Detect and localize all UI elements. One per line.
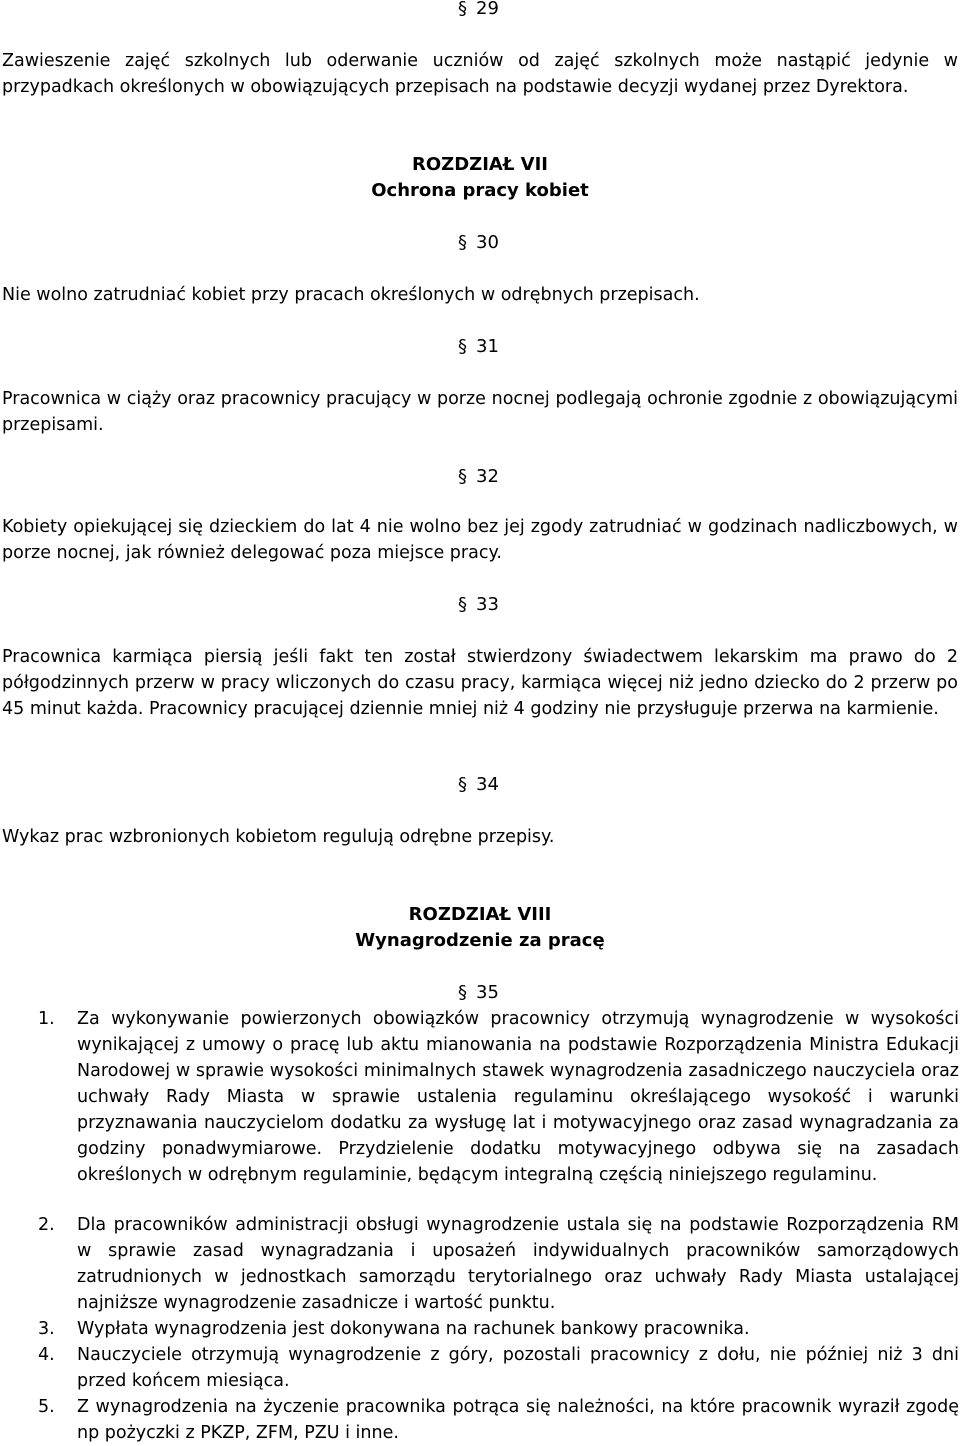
list-item-text: Wypłata wynagrodzenia jest dokonywana na rachunek bankowy pracownika.	[77, 1319, 750, 1339]
section-heading-35	[458, 980, 499, 1006]
list-item	[2, 1316, 958, 1342]
list-item	[2, 1212, 958, 1316]
section-number: 30	[476, 232, 499, 253]
section-sign: §	[458, 594, 467, 615]
section-heading-32	[458, 464, 499, 490]
section-number: 31	[476, 336, 499, 357]
section-heading-30	[458, 230, 499, 256]
section-sign: §	[458, 774, 467, 795]
list-item-text: Dla pracowników administracji obsługi wynagrodzenie ustala się na podstawie Rozporządzenia RM w sprawie zasad wynagradzania i uposażeń indywidualnych pracowników samorządowych zatrudnionych w jednostkach samorządu terytorialnego oraz uchwały Rady Miasta ustalającej najniższe wynagrodzenie zasadnicze i wartość punktu.	[77, 1215, 959, 1313]
section-heading-34	[458, 772, 499, 798]
section-number: 33	[476, 594, 499, 615]
list-item-number: 5.	[38, 1397, 55, 1417]
list-item-number: 1.	[38, 1009, 55, 1029]
list-item-text: Z wynagrodzenia na życzenie pracownika potrąca się należności, na które pracownik wyraził zgodę np pożyczki z PKZP, ZFM, PZU i inne.	[77, 1397, 959, 1443]
section-sign: §	[458, 0, 467, 19]
list-item	[2, 1342, 958, 1394]
section-heading-29	[458, 0, 499, 22]
section-number: 29	[476, 0, 499, 19]
chapter-label-viii: ROZDZIAŁ VIII	[408, 904, 552, 925]
paragraph-31: Pracownica w ciąży oraz pracownicy pracujący w porze nocnej podlegają ochronie zgodnie z obowiązującymi przepisami.	[2, 389, 958, 435]
paragraph-30: Nie wolno zatrudniać kobiet przy pracach określonych w odrębnych przepisach.	[2, 285, 700, 305]
chapter-title-viii: Wynagrodzenie za pracę	[355, 930, 605, 951]
list-item-text: Nauczyciele otrzymują wynagrodzenie z góry, pozostali pracownicy z dołu, nie później niż 3 dni przed końcem miesiąca.	[77, 1345, 959, 1391]
paragraph-29: Zawieszenie zajęć szkolnych lub oderwanie uczniów od zajęć szkolnych może nastąpić jedynie w przypadkach określonych w obowiązujących przepisach na podstawie decyzji wydanej przez Dyrektora.	[2, 51, 958, 97]
section-number: 35	[476, 982, 499, 1003]
section-sign: §	[458, 982, 467, 1003]
section-sign: §	[458, 232, 467, 253]
list-item	[2, 1394, 958, 1446]
chapter-label-vii: ROZDZIAŁ VII	[412, 154, 548, 175]
section-sign: §	[458, 336, 467, 357]
paragraph-32: Kobiety opiekującej się dzieckiem do lat 4 nie wolno bez jej zgody zatrudniać w godzinach nadliczbowych, w porze nocnej, jak również delegować poza miejsce pracy.	[2, 517, 958, 563]
list-item-text: Za wykonywanie powierzonych obowiązków pracownicy otrzymują wynagrodzenie w wysokości wynikającej z umowy o pracę lub aktu mianowania na podstawie Rozporządzenia Ministra Edukacji Narodowej w sprawie wysokości minimalnych stawek wynagrodzenia zasadniczego nauczyciela oraz uchwały Rady Miasta w sprawie ustalenia regulaminu określającego wysokość i warunki przyznawania nauczycielom dodatku za wysługę lat i motywacyjnego oraz zasad wynagradzania za godziny ponadwymiarowe. Przydzielenie dodatku motywacyjnego odbywa się na zasadach określonych w odrębnym regulaminie, będącym integralną częścią niniejszego regulaminu.	[77, 1009, 959, 1185]
list-item-number: 4.	[38, 1345, 55, 1365]
paragraph-34: Wykaz prac wzbronionych kobietom regulują odrębne przepisy.	[2, 827, 555, 847]
list-item-number: 3.	[38, 1319, 55, 1339]
section-heading-33	[458, 592, 499, 618]
chapter-title-vii: Ochrona pracy kobiet	[371, 180, 589, 201]
section-number: 34	[476, 774, 499, 795]
section-heading-31	[458, 334, 499, 360]
list-item	[2, 1006, 958, 1214]
paragraph-33: Pracownica karmiąca piersią jeśli fakt ten został stwierdzony świadectwem lekarskim ma prawo do 2 półgodzinnych przerw w pracy wliczonych do czasu pracy, karmiąca więcej niż jedno dziecko do 2 przerw po 45 minut każda. Pracownicy pracującej dziennie mniej niż 4 godziny nie przysługuje przerwa na karmienie.	[2, 647, 958, 719]
section-number: 32	[476, 466, 499, 487]
list-item-number: 2.	[38, 1215, 55, 1235]
section-sign: §	[458, 466, 467, 487]
